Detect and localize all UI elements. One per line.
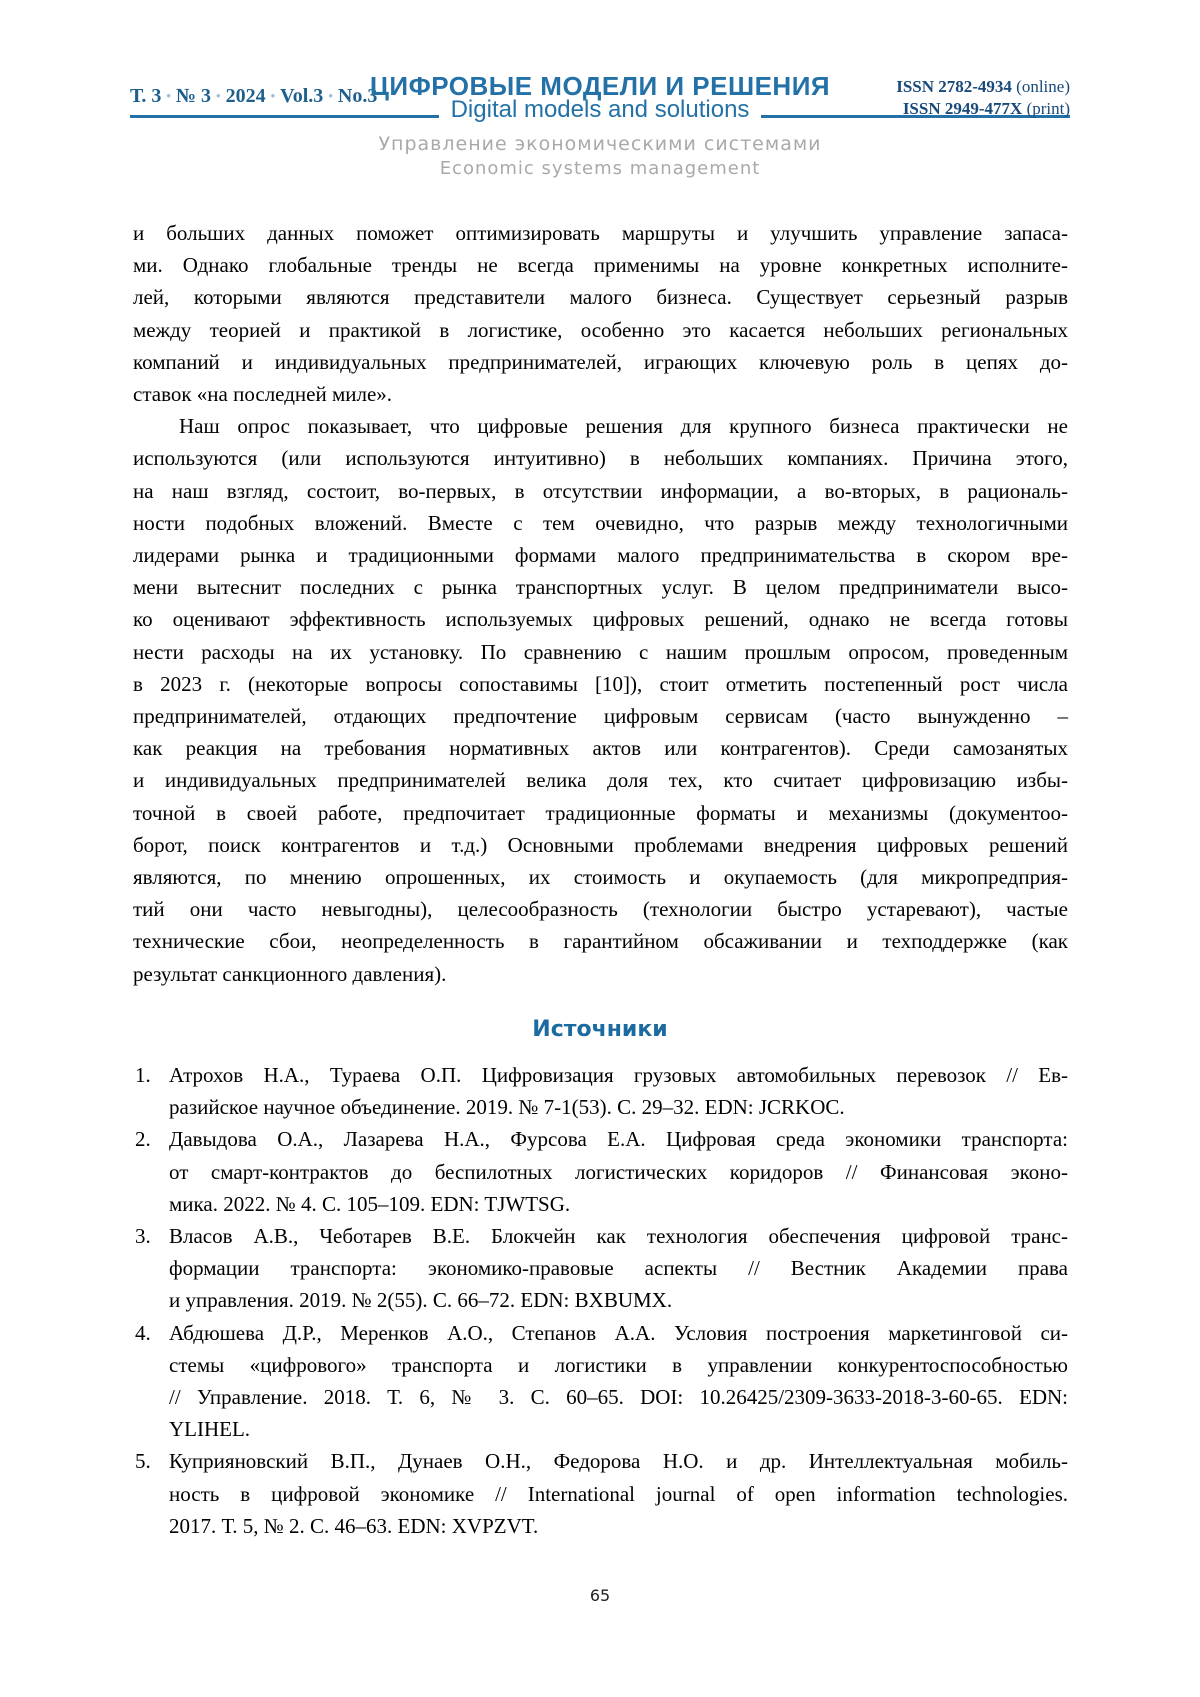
text-line: между теорией и практикой в логистике, особенно это касается небольших региональных [133, 317, 1068, 342]
text-line: лидерами рынка и традиционными формами малого предпринимательства в скором вре- [133, 543, 1068, 568]
issn-print-label: (print) [1026, 99, 1070, 118]
text-line: борот, поиск контрагентов и т.д.) Основными проблемами внедрения цифровых решений [133, 832, 1068, 857]
reference-item [133, 1317, 1068, 1446]
text-line: и больших данных поможет оптимизировать маршруты и улучшить управление запаса- [133, 221, 1068, 245]
volume-segment: Т. 3 [130, 85, 162, 107]
text-line: точной в своей работе, предпочитает традиционные форматы и механизмы (документоо- [133, 800, 1068, 825]
text-line: технические сбои, неопределенность в гарантийном обсаживании и техподдержке (как [133, 929, 1068, 954]
text-line: на наш взгляд, состоит, во-первых, в отсутствии информации, а во-вторых, в рациональ- [133, 478, 1068, 503]
issn-print-number: ISSN 2949-477X [902, 99, 1023, 118]
reference-line: Давыдова О.А., Лазарева Н.А., Фурсова Е.А. Цифровая среда экономики транспорта: [169, 1127, 1068, 1152]
body-text [133, 217, 1068, 990]
separator-dot: • [216, 88, 221, 103]
reference-item [133, 1220, 1068, 1317]
text-line: тий они часто невыгодны), целесообразность (технологии быстро устаревают), частые [133, 897, 1068, 922]
journal-title-en: Digital models and solutions [450, 96, 750, 123]
volume-segment: 2024 [225, 85, 266, 107]
header-rule-left [130, 115, 439, 118]
text-line: и индивидуальных предпринимателей велика доля тех, кто считает цифровизацию избы- [133, 768, 1068, 793]
reference-line: разийское научное объединение. 2019. № 7-1(53). С. 29–32. EDN: JCRKOC. [169, 1095, 845, 1120]
text-line: ставок «на последней миле». [133, 382, 393, 407]
volume-segment: Vol.3 [280, 85, 324, 107]
journal-title-ru: ЦИФРОВЫЕ МОДЕЛИ И РЕШЕНИЯ [369, 71, 831, 101]
reference-number: 3. [135, 1224, 151, 1249]
text-line: Наш опрос показывает, что цифровые решения для крупного бизнеса практически не [179, 414, 1068, 439]
reference-line: YLIHEL. [169, 1417, 251, 1442]
separator-dot: • [270, 88, 276, 103]
separator-dot: • [328, 88, 333, 103]
text-line: используются (или используются интуитивно) в небольших компаниях. Причина этого, [133, 446, 1068, 471]
reference-line: // Управление. 2018. Т. 6, № 3. С. 60–65. DOI: 10.26425/2309-3633-2018-3-60-65. EDN: [169, 1385, 1068, 1410]
references-list [133, 1059, 1068, 1542]
issn-online-number: ISSN 2782-4934 [896, 77, 1012, 96]
separator-dot: • [166, 88, 171, 103]
reference-number: 1. [135, 1063, 151, 1087]
text-line: ко оценивают эффективность используемых цифровых решений, однако не всегда готовы [133, 607, 1068, 632]
reference-line: стемы «цифрового» транспорта и логистики в управлении конкурентоспособностью [169, 1352, 1068, 1377]
reference-number: 5. [135, 1449, 151, 1474]
reference-item [133, 1059, 1068, 1123]
text-line: являются, по мнению опрошенных, их стоимость и окупаемость (для микропредприя- [133, 865, 1068, 890]
page-number: 65 [589, 1586, 611, 1605]
text-line: нести расходы на их установку. По сравнению с нашим прошлым опросом, проведенным [133, 639, 1068, 664]
reference-line: от смарт-контрактов до беспилотных логистических коридоров // Финансовая эконо- [169, 1159, 1068, 1184]
issn-online-label: (online) [1016, 77, 1070, 96]
volume-segment: № 3 [175, 85, 212, 107]
text-line: компаний и индивидуальных предпринимателей, играющих ключевую роль в цепях до- [133, 349, 1068, 374]
text-line: ности подобных вложений. Вместе с тем очевидно, что разрыв между технологичными [133, 510, 1068, 535]
issn-online-line [896, 76, 1070, 98]
reference-line: и управления. 2019. № 2(55). С. 66–72. EDN: BXBUMX. [169, 1288, 673, 1313]
reference-line: Власов А.В., Чеботарев В.Е. Блокчейн как технология обеспечения цифровой транс- [169, 1224, 1068, 1249]
reference-line: ность в цифровой экономике // International journal of open information technologies. [169, 1481, 1068, 1506]
reference-item [133, 1445, 1068, 1542]
reference-line: Куприяновский В.П., Дунаев О.Н., Федорова Н.О. и др. Интеллектуальная мобиль- [169, 1449, 1068, 1474]
reference-line: 2017. Т. 5, № 2. С. 46–63. EDN: XVPZVT. [169, 1513, 539, 1538]
section-title-ru: Управление экономическими системами [378, 133, 822, 155]
text-line: мени вытеснит последних с рынка транспортных услуг. В целом предприниматели высо- [133, 575, 1068, 600]
text-line: как реакция на требования нормативных актов или контрагентов). Среди самозанятых [133, 736, 1068, 761]
text-line: лей, которыми являются представители малого бизнеса. Существует серьезный разрыв [133, 285, 1068, 310]
reference-line: Атрохов Н.А., Тураева О.П. Цифровизация грузовых автомобильных перевозок // Ев- [169, 1063, 1068, 1087]
issn-print-line [896, 98, 1070, 120]
reference-line: Абдюшева Д.Р., Меренков А.О., Степанов А.А. Условия построения маркетинговой си- [169, 1320, 1068, 1345]
text-line: в 2023 г. (некоторые вопросы сопоставимы [10]), стоит отметить постепенный рост числа [133, 671, 1068, 696]
text-line: ми. Однако глобальные тренды не всегда применимы на уровне конкретных исполните- [133, 253, 1068, 278]
reference-number: 2. [135, 1127, 151, 1152]
issn-block [896, 76, 1070, 120]
reference-item [133, 1123, 1068, 1220]
volume-segment: No.3 [337, 85, 378, 107]
reference-line: мика. 2022. № 4. С. 105–109. EDN: TJWTSG. [169, 1191, 571, 1216]
reference-number: 4. [135, 1320, 151, 1345]
text-line: предпринимателей, отдающих предпочтение цифровым сервисам (часто вынужденно – [133, 704, 1068, 729]
text-line: результат санкционного давления). [133, 961, 447, 986]
sources-heading: Источники [532, 1017, 668, 1042]
section-title-en: Economic systems management [439, 158, 761, 179]
reference-line: формации транспорта: экономико-правовые аспекты // Вестник Академии права [169, 1256, 1068, 1281]
